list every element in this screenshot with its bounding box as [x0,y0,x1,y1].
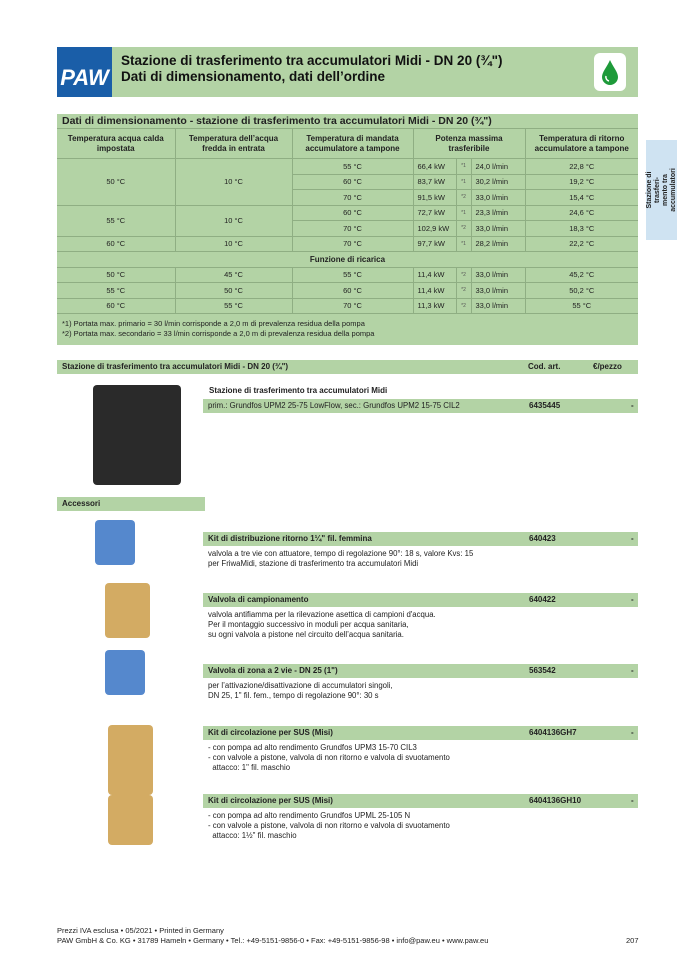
table-cell: 50,2 °C [525,283,638,299]
sizing-table [57,128,638,314]
title-line-2: Dati di dimensionamento, dati dell’ordine [121,69,386,84]
accessory-code: 6404136GH10 [529,796,582,805]
table-cell: 50 °C [175,283,292,299]
code-header: Cod. art. [528,362,561,371]
table-cell: 33,0 l/min [471,267,525,283]
side-tab[interactable] [646,140,677,240]
title-line-1: Stazione di trasferimento tra accumulatori Midi - DN 20 (¾") [121,53,503,68]
accessory-name: Kit di circolazione per SUS (Misi) [208,796,333,805]
table-row [57,283,638,299]
accessory-price: - [631,534,634,543]
description-line: DN 25, 1" fil. fem., tempo di regolazione 90°: 30 s [208,691,379,700]
table-cell: 66,4 kW [413,159,456,175]
table-cell: 55 °C [292,159,413,175]
table-cell: 70 °C [292,236,413,252]
accessory-name: Kit di circolazione per SUS (Misi) [208,728,333,737]
table-cell: *1 [456,236,471,252]
page-number: 207 [626,936,639,945]
col-header: Temperatura acqua calda impostata [57,129,175,159]
accessory-image [105,583,150,638]
table-cell: *2 [456,283,471,299]
table-cell: 91,5 kW [413,190,456,206]
accessory-description [208,549,473,569]
table-cell: 30,2 l/min [471,174,525,190]
table-cell: 45 °C [175,267,292,283]
table-row [57,298,638,314]
table-cell: 60 °C [57,298,175,314]
description-line: per FriwaMidi, stazione di trasferimento tra accumulatori Midi [208,559,419,568]
table-row [57,159,638,175]
table-cell: 55 °C [292,267,413,283]
accessory-row[interactable] [203,794,638,808]
table-cell: 33,0 l/min [471,298,525,314]
col-header: Temperatura dell’acqua fredda in entrata [175,129,292,159]
table-cell: *1 [456,159,471,175]
table-cell: 22,8 °C [525,159,638,175]
accessory-price: - [631,796,634,805]
accessory-code: 640423 [529,534,556,543]
footer-line: PAW GmbH & Co. KG • 31789 Hameln • Germany • Tel.: +49-5151-9856-0 • Fax: +49-5151-9856-98 • info@paw.eu • www.paw.eu [57,936,489,945]
description-line: - con valvole a pistone, valvola di non ritorno e valvola di svuotamento [208,821,450,830]
table-cell: 55 °C [57,205,175,236]
table-cell: *2 [456,298,471,314]
accessory-row[interactable] [203,726,638,740]
table-cell: 22,2 °C [525,236,638,252]
product-image [93,385,181,485]
accessory-image [95,520,135,565]
accessory-description [208,681,393,701]
accessories-title: Accessori [62,499,101,508]
table-cell: 60 °C [292,283,413,299]
footnote: *1) Portata max. primario = 30 l/min corrisponde a 2,0 m di prevalenza residua della pompa [62,319,365,328]
footer [57,926,488,946]
table-cell: 70 °C [292,190,413,206]
accessory-image [105,650,145,695]
accessory-price: - [631,666,634,675]
col-header: Temperatura di ritorno accumulatore a tampone [525,129,638,159]
accessory-image [108,795,153,845]
accessory-row[interactable] [203,532,638,546]
table-cell: 55 °C [57,283,175,299]
table-cell: 55 °C [175,298,292,314]
accessory-price: - [631,728,634,737]
description-line: - con valvole a pistone, valvola di non ritorno e valvola di svuotamento [208,753,450,762]
water-drop-icon [594,53,626,91]
footnote: *2) Portata max. secondario = 33 l/min corrisponde a 2,0 m di prevalenza residua della pompa [62,329,375,338]
page-title [121,53,502,85]
table-cell: 70 °C [292,221,413,237]
footer-line: Prezzi IVA esclusa • 05/2021 • Printed in Germany [57,926,224,935]
accessory-code: 640422 [529,595,556,604]
accessory-description [208,610,436,640]
description-line: valvola a tre vie con attuatore, tempo di regolazione 90°: 18 s, valore Kvs: 15 [208,549,474,558]
product-section-header [57,360,638,374]
table-cell: 97,7 kW [413,236,456,252]
table-cell: 50 °C [57,267,175,283]
accessory-name: Valvola di zona a 2 vie - DN 25 (1") [208,666,338,675]
table-cell: 83,7 kW [413,174,456,190]
paw-logo: PAW [57,47,112,97]
accessory-name: Valvola di campionamento [208,595,309,604]
footnotes [62,319,374,339]
accessory-price: - [631,595,634,604]
table-cell: 33,0 l/min [471,221,525,237]
table-cell: *2 [456,267,471,283]
product-price: - [631,401,634,410]
table-cell: *2 [456,221,471,237]
description-line: - con pompa ad alto rendimento Grundfos UPM3 15-70 CIL3 [208,743,417,752]
accessory-description [208,743,450,773]
side-tab-label: Stazione di trasferi- mento tra accumulatori [645,168,677,212]
price-header: €/pezzo [593,362,622,371]
description-line: - con pompa ad alto rendimento Grundfos UPML 25-105 N [208,811,411,820]
recharge-title: Funzione di ricarica [57,252,638,268]
col-header: Temperatura di mandata accumulatore a tampone [292,129,413,159]
table-cell: 60 °C [292,205,413,221]
table-cell: *1 [456,205,471,221]
table-cell: 11,4 kW [413,283,456,299]
accessory-description [208,811,450,841]
accessories-header [57,497,205,511]
table-cell: 11,4 kW [413,267,456,283]
accessory-image [108,725,153,795]
table-cell: 33,0 l/min [471,283,525,299]
table-cell: 55 °C [525,298,638,314]
description-line: attacco: 1½" fil. maschio [208,831,297,840]
table-row [57,236,638,252]
accessory-row[interactable] [203,664,638,678]
sizing-table-title: Dati di dimensionamento - stazione di trasferimento tra accumulatori Midi - DN 20 (¾") [62,115,492,127]
table-cell: 45,2 °C [525,267,638,283]
product-variant: prim.: Grundfos UPM2 25-75 LowFlow, sec.: Grundfos UPM2 15-75 CIL2 [208,401,460,410]
product-code: 6435445 [529,401,561,410]
table-cell: 10 °C [175,159,292,206]
table-cell: 72,7 kW [413,205,456,221]
accessory-row[interactable] [203,593,638,607]
table-cell: 23,3 l/min [471,205,525,221]
table-cell: 15,4 °C [525,190,638,206]
accessory-code: 563542 [529,666,556,675]
description-line: su ogni valvola a pistone nel circuito dell’acqua sanitaria. [208,630,404,639]
table-cell: 60 °C [57,236,175,252]
table-row [57,267,638,283]
table-cell: 24,0 l/min [471,159,525,175]
table-cell: 70 °C [292,298,413,314]
table-cell: 50 °C [57,159,175,206]
product-row[interactable] [203,399,638,413]
table-cell: 18,3 °C [525,221,638,237]
section-title: Stazione di trasferimento tra accumulatori Midi - DN 20 (¾") [62,362,289,371]
accessory-code: 6404136GH7 [529,728,577,737]
table-cell: 33,0 l/min [471,190,525,206]
table-cell: 24,6 °C [525,205,638,221]
description-line: valvola antifiamma per la rilevazione asettica di campioni d'acqua. [208,610,436,619]
table-cell: 19,2 °C [525,174,638,190]
table-cell: *1 [456,174,471,190]
table-row [57,205,638,221]
table-cell: 10 °C [175,236,292,252]
table-cell: 28,2 l/min [471,236,525,252]
table-cell: 102,9 kW [413,221,456,237]
table-cell: 11,3 kW [413,298,456,314]
col-header: Potenza massima trasferibile [413,129,525,159]
description-line: attacco: 1" fil. maschio [208,763,291,772]
description-line: Per il montaggio successivo in moduli per acqua sanitaria, [208,620,409,629]
description-line: per l’attivazione/disattivazione di accumulatori singoli, [208,681,393,690]
table-cell: *2 [456,190,471,206]
table-cell: 60 °C [292,174,413,190]
product-name: Stazione di trasferimento tra accumulatori Midi [209,386,388,395]
accessory-name: Kit di distribuzione ritorno 1¼" fil. femmina [208,534,372,543]
table-cell: 10 °C [175,205,292,236]
